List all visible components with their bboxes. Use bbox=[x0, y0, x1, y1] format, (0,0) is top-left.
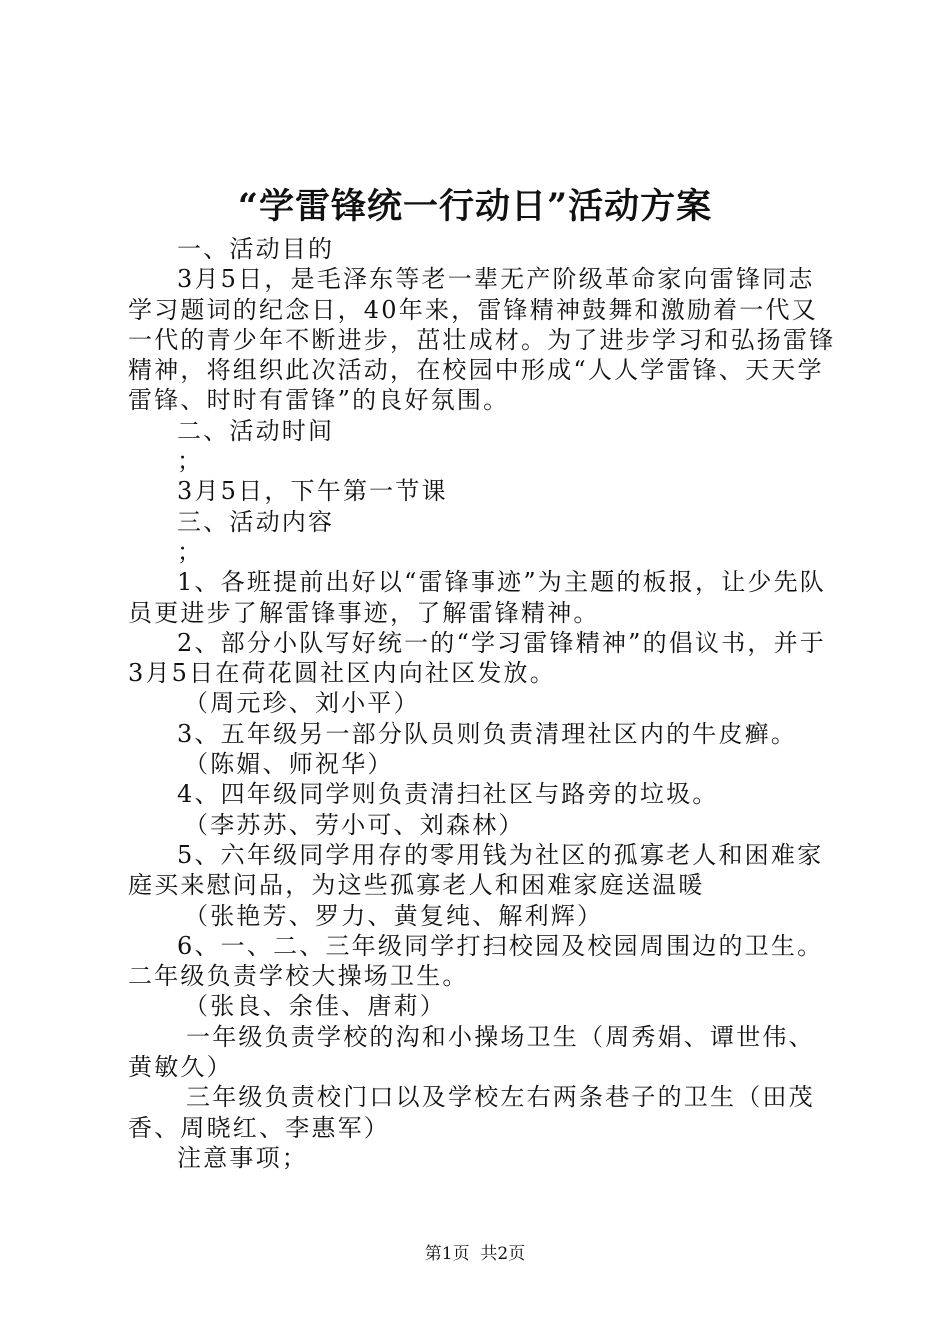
grade-one-duty: 一年级负责学校的沟和小操场卫生（周秀娟、谭世伟、黄敏久） bbox=[128, 1022, 815, 1082]
paragraph-time: 3月5日，下午第一节课 bbox=[177, 477, 448, 506]
paragraph-purpose: 3月5日，是毛泽东等老一辈无产阶级革命家向雷锋同志学习题词的纪念日，40年来，雷锋精神鼓舞和激励着一代又一代的青少年不断进步，茁壮成材。为了进步学习和弘扬雷锋精神，将组织此次活动，在校园中形成“人人学雷锋、天天学雷锋、时时有雷锋”的良好氛围。 bbox=[128, 265, 836, 415]
paragraph-separator: ； bbox=[177, 537, 204, 566]
document-body bbox=[128, 234, 840, 1173]
content-item-4: 4、四年级同学则负责清扫社区与路旁的垃圾。 bbox=[177, 780, 719, 809]
section-heading-content: 三、活动内容 bbox=[177, 507, 335, 536]
section-heading-time: 二、活动时间 bbox=[177, 416, 335, 445]
content-item-5: 5、六年级同学用存的零用钱为社区的孤寡老人和困难家庭买来慰问品，为这些孤寡老人和困难家庭送温暖 bbox=[128, 840, 824, 900]
grade-three-duty: 三年级负责校门口以及学校左右两条巷子的卫生（田茂香、周晓红、李惠军） bbox=[128, 1083, 815, 1142]
content-item-6: 6、一、二、三年级同学打扫校园及校园周围边的卫生。二年级负责学校大操场卫生。 bbox=[128, 931, 824, 991]
responsible-names: （张艳芳、罗力、黄复纯、解利辉） bbox=[184, 901, 604, 930]
notes-heading: 注意事项； bbox=[177, 1143, 308, 1172]
section-heading-purpose: 一、活动目的 bbox=[177, 235, 335, 263]
content-item-3: 3、五年级另一部分队员则负责清理社区内的牛皮癣。 bbox=[177, 719, 798, 748]
responsible-names: （周元珍、刘小平） bbox=[184, 689, 420, 718]
paragraph-separator: ； bbox=[177, 447, 204, 476]
page-footer: 第1页 共2页 bbox=[424, 1244, 526, 1264]
document-title: “学雷锋统一行动日”活动方案 bbox=[237, 186, 713, 227]
content-item-2: 2、部分小队写好统一的“学习雷锋精神”的倡议书，并于3月5日在荷花圆社区内向社区发放。 bbox=[128, 628, 827, 688]
content-item-1: 1、各班提前出好以“雷锋事迹”为主题的板报，让少先队员更进步了解雷锋事迹，了解雷锋精神。 bbox=[128, 568, 827, 627]
responsible-names: （陈媚、师祝华） bbox=[184, 750, 394, 779]
responsible-names: （张良、余佳、唐莉） bbox=[184, 992, 446, 1021]
responsible-names: （李苏苏、劳小可、刘森林） bbox=[184, 810, 525, 839]
